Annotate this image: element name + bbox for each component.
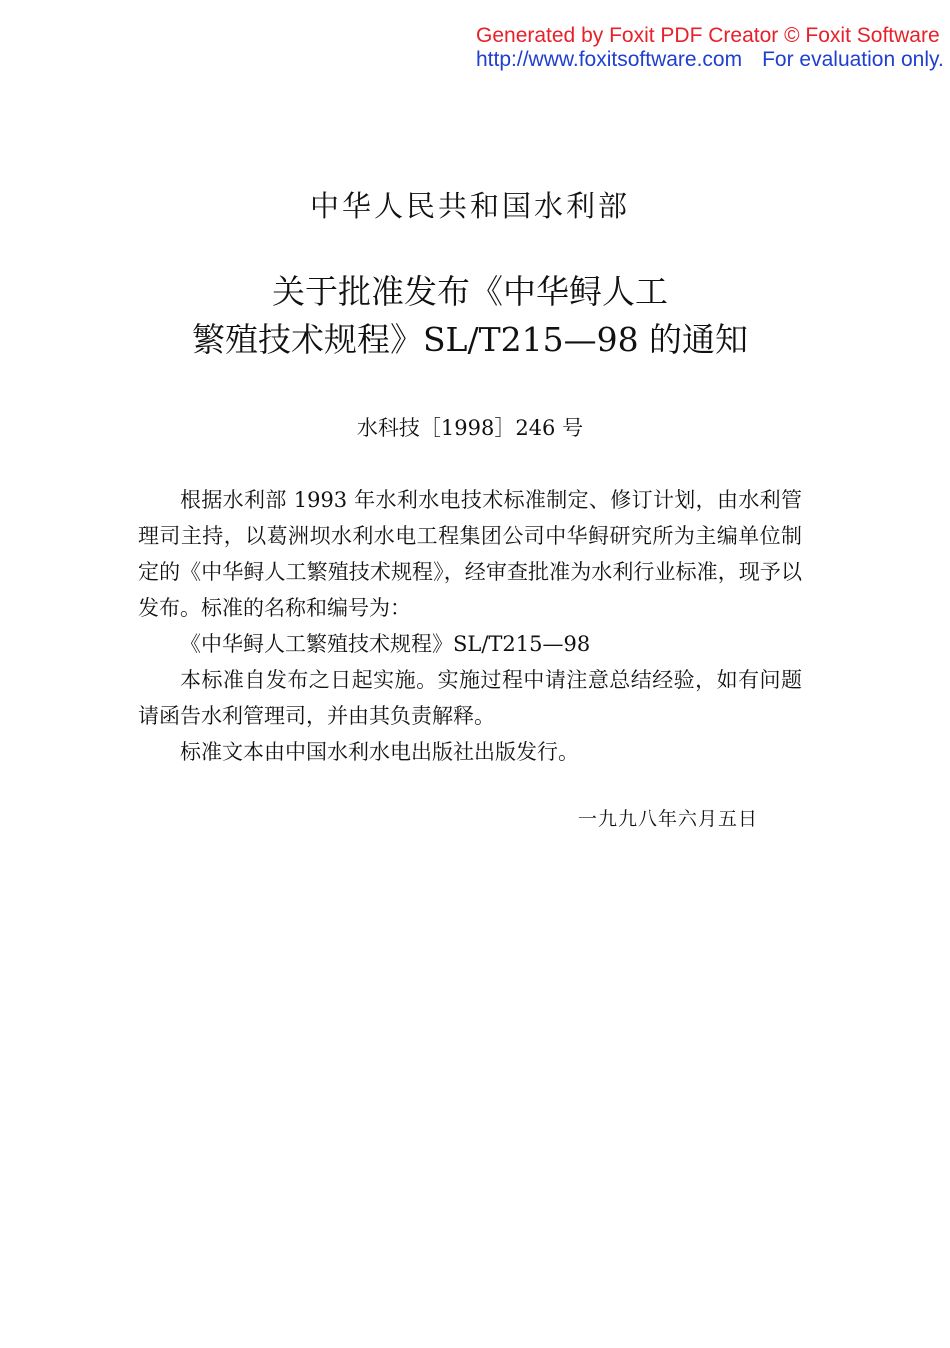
notice-title [0, 268, 940, 364]
watermark-creator-text: Generated by Foxit PDF Creator © Foxit Software [476, 24, 940, 47]
notice-body [138, 482, 802, 770]
pdf-creator-watermark [476, 24, 950, 72]
notice-title-line-1: 关于批准发布《中华鲟人工 [272, 272, 668, 311]
document-number: 水科技［1998］246 号 [356, 416, 584, 440]
body-paragraph: 本标准自发布之日起实施。实施过程中请注意总结经验，如有问题请函告水利管理司，并由其负责解释。 [138, 668, 802, 728]
body-paragraph: 《中华鲟人工繁殖技术规程》SL/T215—98 [180, 632, 591, 656]
watermark-url-line [476, 48, 950, 72]
watermark-evaluation-note: For evaluation only. [762, 48, 944, 71]
watermark-url: http://www.foxitsoftware.com [476, 48, 743, 71]
notice-title-line-2: 繁殖技术规程》SL/T215—98 的通知 [191, 320, 749, 359]
body-paragraph: 根据水利部 1993 年水利水电技术标准制定、修订计划，由水利管理司主持，以葛洲坝水利水电工程集团公司中华鲟研究所为主编单位制定的《中华鲟人工繁殖技术规程》，经审查批准为水利行业标准，现予以发布。标准的名称和编号为： [138, 488, 802, 620]
issue-date: 一九九八年六月五日 [578, 808, 759, 830]
issuing-ministry: 中华人民共和国水利部 [309, 189, 630, 223]
body-paragraph: 标准文本由中国水利水电出版社出版发行。 [180, 740, 579, 764]
